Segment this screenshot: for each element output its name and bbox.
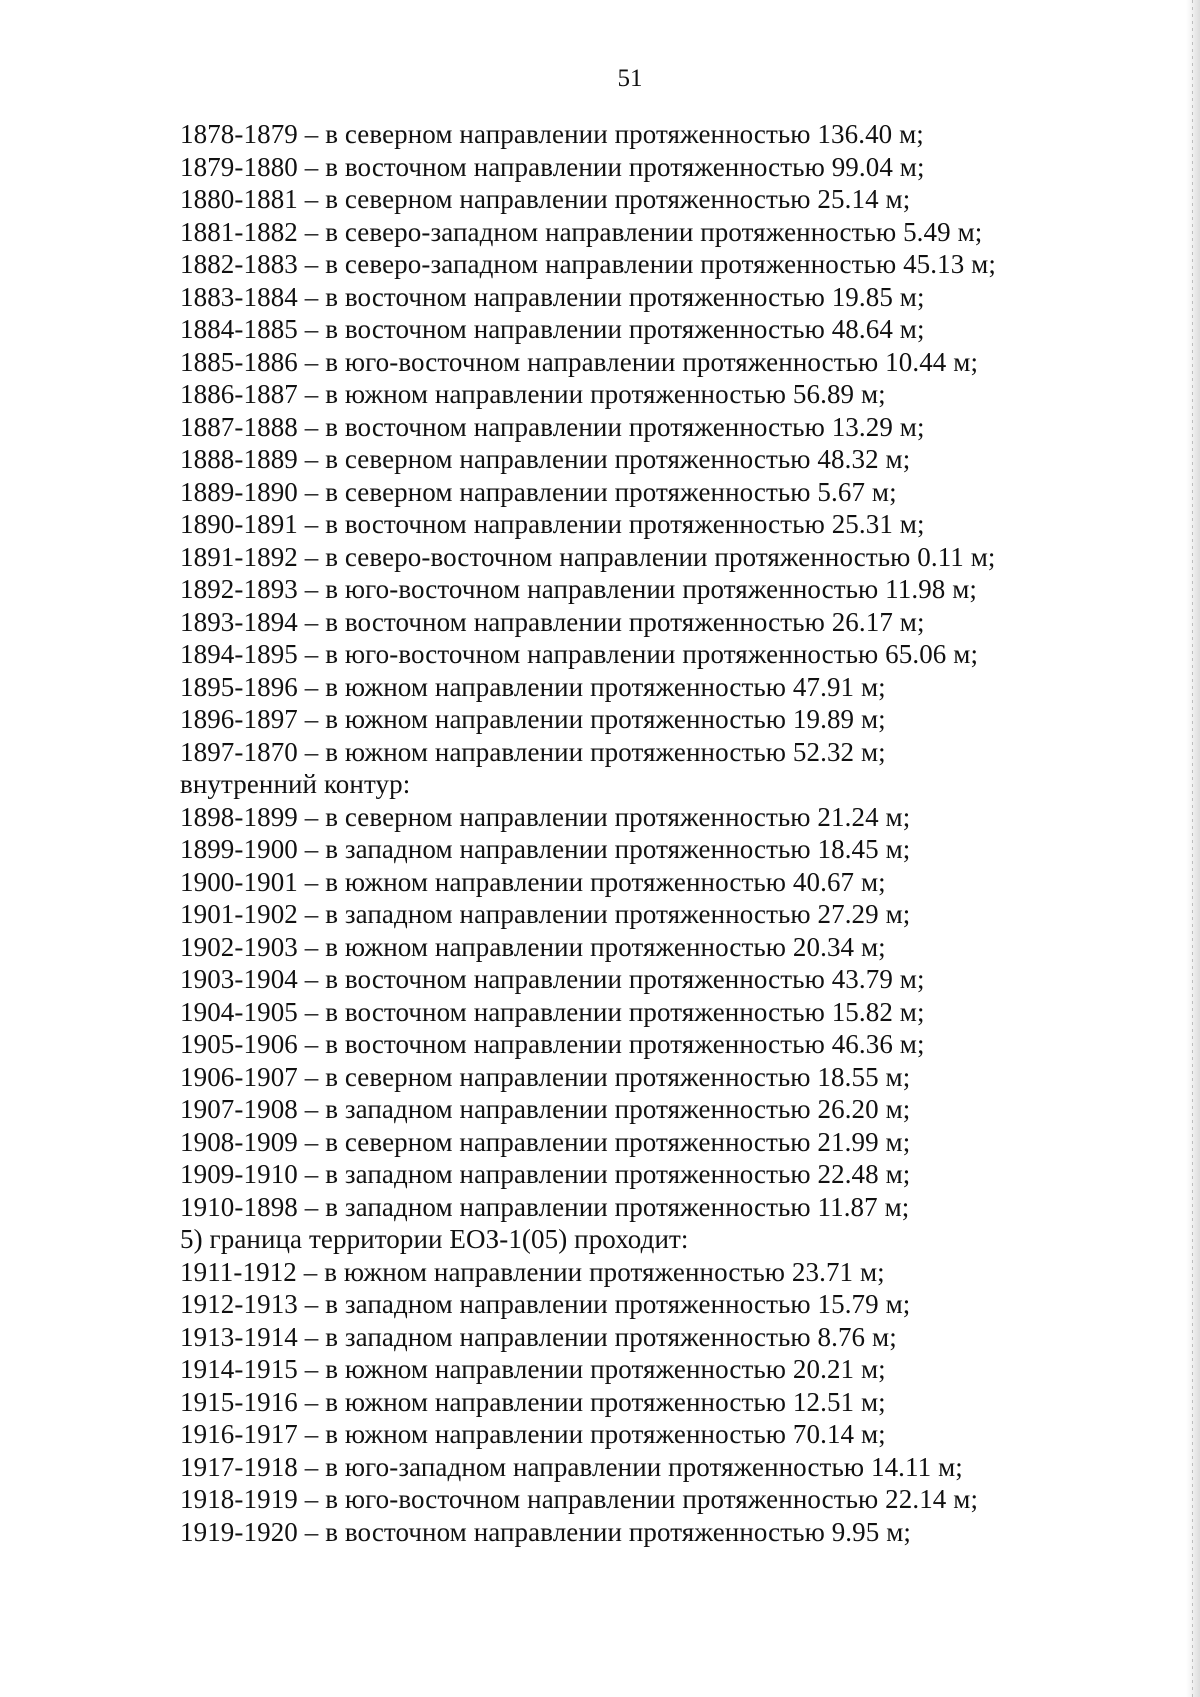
text-line: 1899-1900 – в западном направлении протяженностью 18.45 м; — [180, 834, 911, 864]
text-line: 1892-1893 – в юго-восточном направлении протяженностью 11.98 м; — [180, 574, 978, 604]
text-line: 1910-1898 – в западном направлении протяженностью 11.87 м; — [180, 1191, 910, 1222]
text-line: 1911-1912 – в южном направлении протяженностью 23.71 м; — [180, 1256, 885, 1287]
text-line: 1914-1915 – в южном направлении протяженностью 20.21 м; — [180, 1354, 886, 1384]
boundary-description — [180, 118, 1080, 1548]
text-line: 1887-1888 – в восточном направлении протяженностью 13.29 м; — [180, 411, 925, 442]
text-line: 1906-1907 – в северном направлении протяженностью 18.55 м; — [180, 1061, 911, 1092]
text-line: 1917-1918 – в юго-западном направлении протяженностью 14.11 м; — [180, 1451, 963, 1482]
text-line: 1895-1896 – в южном направлении протяженностью 47.91 м; — [180, 671, 886, 702]
text-line: 1901-1902 – в западном направлении протяженностью 27.29 м; — [180, 899, 911, 929]
text-line: 1881-1882 – в северо-западном направлении протяженностью 5.49 м; — [180, 216, 983, 247]
text-line: 1897-1870 – в южном направлении протяженностью 52.32 м; — [180, 736, 886, 767]
text-line: 1884-1885 – в восточном направлении протяженностью 48.64 м; — [180, 314, 925, 344]
text-line: 1916-1917 – в южном направлении протяженностью 70.14 м; — [180, 1419, 886, 1449]
text-line: 1904-1905 – в восточном направлении протяженностью 15.82 м; — [180, 996, 925, 1027]
text-line: 1900-1901 – в южном направлении протяженностью 40.67 м; — [180, 866, 886, 897]
section-heading-eoz: 5) граница территории ЕОЗ-1(05) проходит: — [180, 1224, 689, 1254]
text-line: 1896-1897 – в южном направлении протяженностью 19.89 м; — [180, 704, 886, 734]
text-line: 1913-1914 – в западном направлении протяженностью 8.76 м; — [180, 1321, 897, 1352]
text-line: 1918-1919 – в юго-восточном направлении протяженностью 22.14 м; — [180, 1484, 979, 1514]
text-line: 1883-1884 – в восточном направлении протяженностью 19.85 м; — [180, 281, 925, 312]
text-line: 1888-1889 – в северном направлении протяженностью 48.32 м; — [180, 444, 911, 474]
text-line: 1886-1887 – в южном направлении протяженностью 56.89 м; — [180, 379, 886, 409]
scan-edge-border — [1186, 0, 1200, 1697]
text-line: 1880-1881 – в северном направлении протяженностью 25.14 м; — [180, 184, 911, 214]
text-line: 1912-1913 – в западном направлении протяженностью 15.79 м; — [180, 1289, 911, 1319]
text-line: 1889-1890 – в северном направлении протяженностью 5.67 м; — [180, 476, 897, 507]
text-line: 1908-1909 – в северном направлении протяженностью 21.99 м; — [180, 1126, 911, 1157]
text-line: 1879-1880 – в восточном направлении протяженностью 99.04 м; — [180, 151, 925, 182]
text-line: 1905-1906 – в восточном направлении протяженностью 46.36 м; — [180, 1029, 925, 1059]
text-line: 1894-1895 – в юго-восточном направлении протяженностью 65.06 м; — [180, 639, 979, 669]
text-line: 1902-1903 – в южном направлении протяженностью 20.34 м; — [180, 931, 886, 962]
text-line: 1898-1899 – в северном направлении протяженностью 21.24 м; — [180, 801, 911, 832]
text-line: 1878-1879 – в северном направлении протяженностью 136.40 м; — [180, 119, 924, 149]
text-line: 1891-1892 – в северо-восточном направлении протяженностью 0.11 м; — [180, 541, 996, 572]
text-line: 1890-1891 – в восточном направлении протяженностью 25.31 м; — [180, 509, 925, 539]
text-line: 1909-1910 – в западном направлении протяженностью 22.48 м; — [180, 1159, 911, 1189]
text-line: 1885-1886 – в юго-восточном направлении протяженностью 10.44 м; — [180, 346, 979, 377]
page-number: 51 — [617, 65, 643, 92]
section-heading-inner-contour: внутренний контур: — [180, 769, 411, 799]
text-line: 1919-1920 – в восточном направлении протяженностью 9.95 м; — [180, 1516, 911, 1547]
text-line: 1915-1916 – в южном направлении протяженностью 12.51 м; — [180, 1386, 886, 1417]
text-line: 1882-1883 – в северо-западном направлении протяженностью 45.13 м; — [180, 249, 996, 279]
text-line: 1893-1894 – в восточном направлении протяженностью 26.17 м; — [180, 606, 925, 637]
text-line: 1907-1908 – в западном направлении протяженностью 26.20 м; — [180, 1094, 911, 1124]
text-line: 1903-1904 – в восточном направлении протяженностью 43.79 м; — [180, 964, 925, 994]
